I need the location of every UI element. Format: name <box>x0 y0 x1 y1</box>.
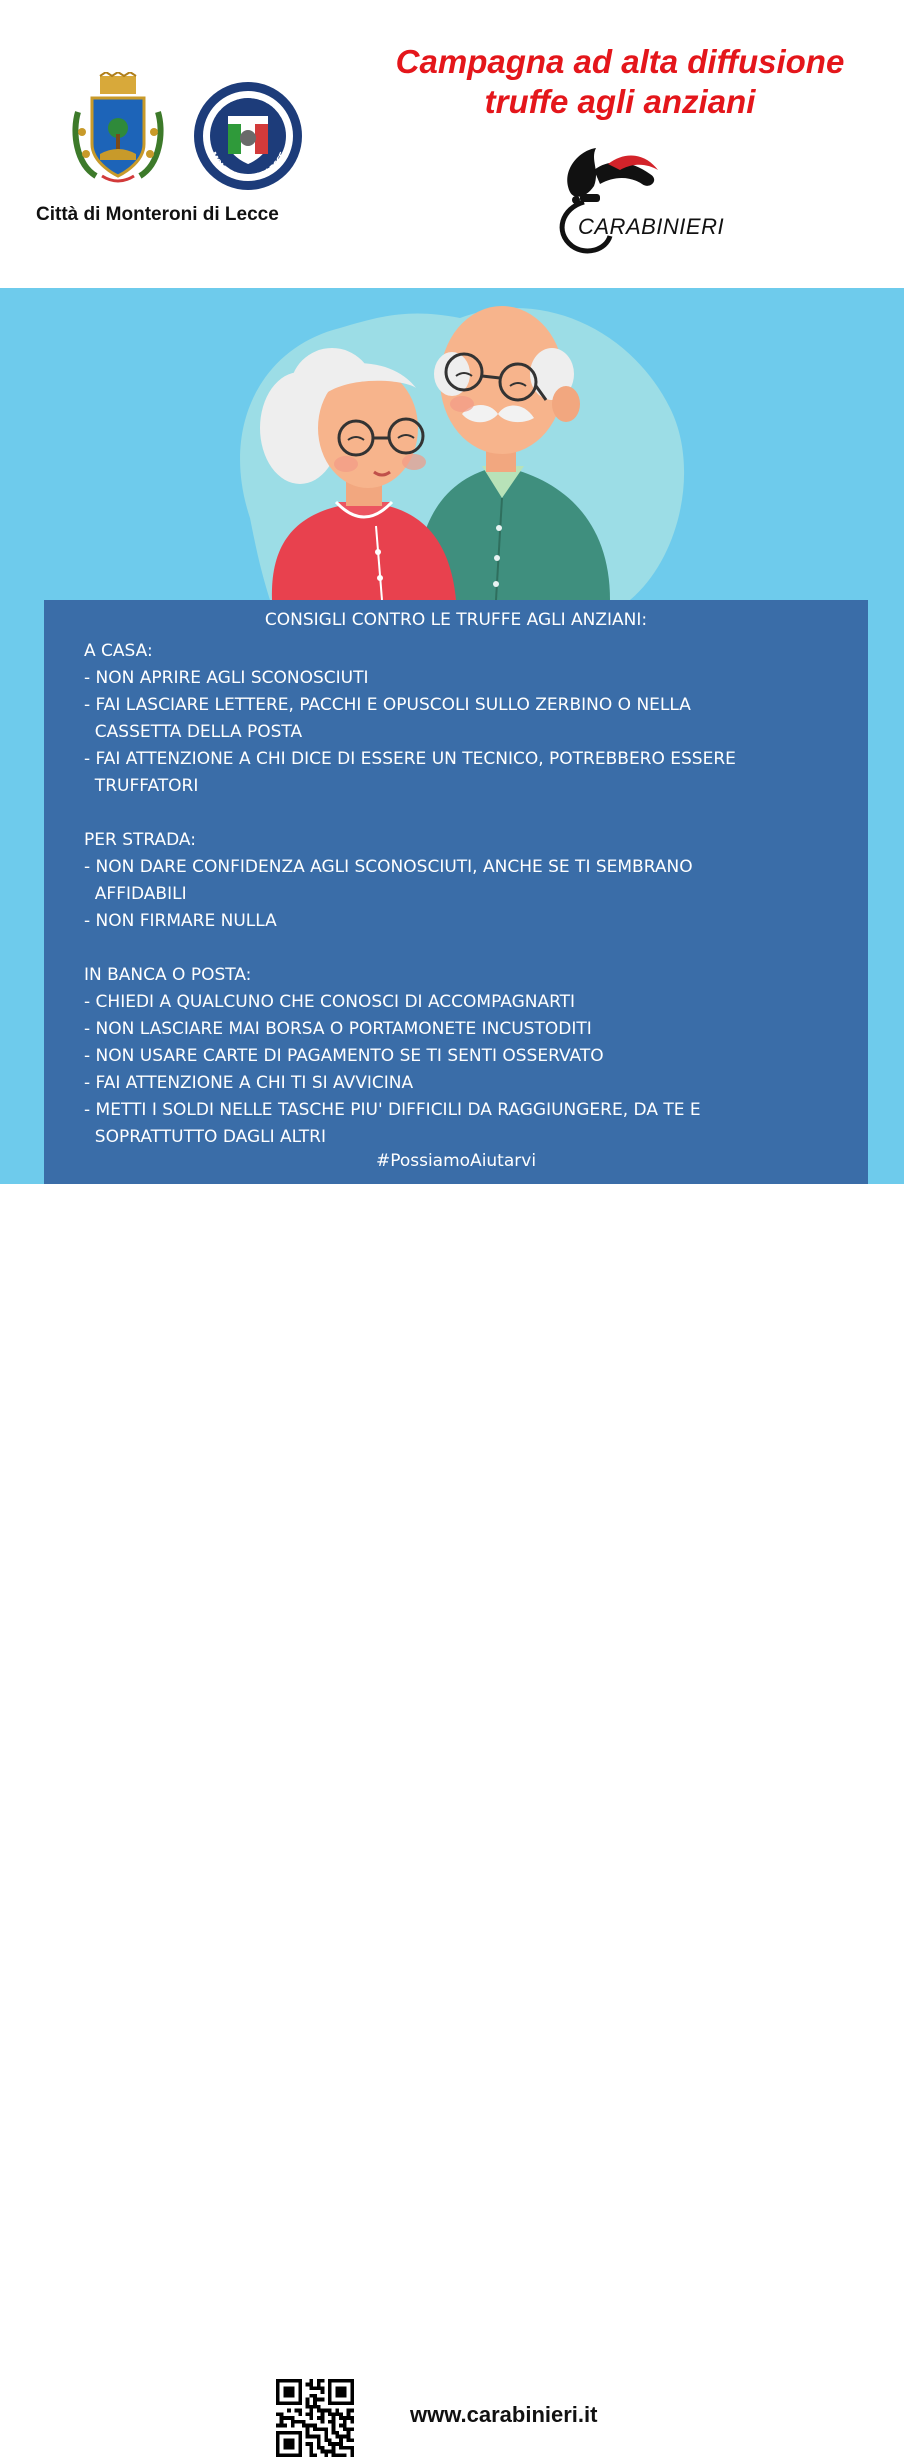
tips-line: - FAI ATTENZIONE A CHI DICE DI ESSERE UN TECNICO, POTREBBERO ESSERE <box>84 749 736 769</box>
tips-line: CASSETTA DELLA POSTA <box>84 722 303 742</box>
header <box>0 0 904 288</box>
tips-line: - NON DARE CONFIDENZA AGLI SCONOSCIUTI, ANCHE SE TI SEMBRANO <box>84 857 693 877</box>
city-name: Città di Monteroni di Lecce <box>36 204 279 225</box>
hashtag: #PossiamoAiutarvi <box>375 1151 537 1171</box>
tips-panel <box>44 600 868 1184</box>
polizia-locale-badge-icon <box>192 80 304 192</box>
tips-line: PER STRADA: <box>84 830 196 850</box>
tips-line: AFFIDABILI <box>84 884 187 904</box>
website-link[interactable]: www.carabinieri.it <box>410 2402 598 2427</box>
badge-text-top: POLIZIA LOCALE <box>208 90 288 120</box>
tips-line: - NON FIRMARE NULLA <box>84 911 277 931</box>
tips-line: - NON LASCIARE MAI BORSA O PORTAMONETE INCUSTODITI <box>84 1019 592 1039</box>
tips-blank-line <box>84 935 844 962</box>
elderly-couple-illustration <box>200 288 700 608</box>
qr-code-icon[interactable] <box>276 2379 354 2457</box>
campaign-title <box>340 42 900 122</box>
tips-line: - FAI ATTENZIONE A CHI TI SI AVVICINA <box>84 1073 414 1093</box>
tips-line: SOPRATTUTTO DAGLI ALTRI <box>84 1127 326 1147</box>
campaign-title-line2: truffe agli anziani <box>484 83 756 120</box>
tips-line: - NON USARE CARTE DI PAGAMENTO SE TI SENTI OSSERVATO <box>84 1046 604 1066</box>
municipal-crest-icon <box>72 72 164 188</box>
tips-line: - NON APRIRE AGLI SCONOSCIUTI <box>84 668 369 688</box>
tips-line: - CHIEDI A QUALCUNO CHE CONOSCI DI ACCOMPAGNARTI <box>84 992 576 1012</box>
tips-line: TRUFFATORI <box>84 776 199 796</box>
tips-blank-line <box>84 800 844 827</box>
tips-line: A CASA: <box>84 641 153 661</box>
campaign-title-line1: Campagna ad alta diffusione <box>395 43 845 80</box>
tips-line: - METTI I SOLDI NELLE TASCHE PIU' DIFFICILI DA RAGGIUNGERE, DA TE E <box>84 1100 701 1120</box>
carabinieri-logo-icon <box>530 140 720 258</box>
footer <box>0 1184 904 2427</box>
tips-list <box>84 638 844 1151</box>
badge-text-bottom: MONTERONI DI LECCE <box>208 150 288 183</box>
tips-line: - FAI LASCIARE LETTERE, PACCHI E OPUSCOLI SULLO ZERBINO O NELLA <box>84 695 691 715</box>
carabinieri-logo-text: CARABINIERI <box>578 214 725 239</box>
tips-title: CONSIGLI CONTRO LE TRUFFE AGLI ANZIANI: <box>264 610 648 630</box>
tips-line: IN BANCA O POSTA: <box>84 965 252 985</box>
